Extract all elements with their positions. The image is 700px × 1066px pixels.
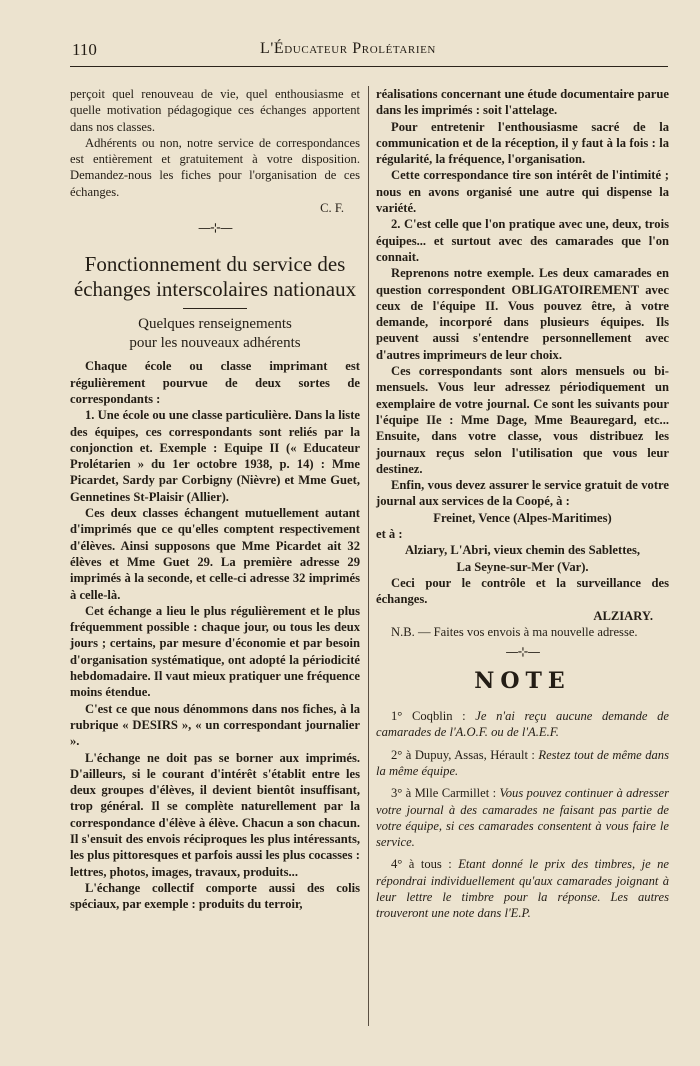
body-paragraph: Pour entretenir l'enthousiasme sacré de la communication et de la réception, il y faut à la fois : la régularité, la fréquence, l'organisation.	[376, 119, 669, 167]
note-text: Vous pouvez continuer à adresser votre journal à des camarades ne faisant pas partie de votre équipe, si ces camarades consentent à vous faire le service.	[376, 786, 670, 850]
note-item	[376, 747, 669, 780]
subtitle-line: pour les nouveaux adhérents	[129, 335, 301, 352]
address-line: Freinet, Vence (Alpes-Maritimes)	[433, 510, 612, 525]
body-paragraph: Cette correspondance tire son intérêt de l'intimité ; nous en avons organisé une autre qui dispense la variété.	[376, 168, 669, 216]
note-text: Etant donné le prix des timbres, je ne répondrai individuellement qu'aux camarades joignant à leur lettre le timbre pour la réponse. Les autres trouveront une note dans l'E.P.	[376, 857, 669, 921]
body-paragraph: 1. Une école ou une classe particulière. Dans la liste des équipes, ces correspondants sont reliés par la conjonction et. Exemple : Equipe II (« Educateur Prolétarien » du 1er octobre 1938, p. 14) : Mme Picardet, Sardy par Corbigny (Nièvre) et Mme Guet, Gennetines St-Plaisir (Allier).	[70, 408, 360, 504]
ornament-divider: —⊹—	[505, 645, 540, 661]
closing-signature: ALZIARY.	[593, 608, 653, 623]
address-line: Alziary, L'Abri, vieux chemin des Sablettes,	[404, 543, 641, 558]
address-line: La Seyne-sur-Mer (Var).	[456, 559, 589, 574]
body-paragraph: Chaque école ou classe imprimant est régulièrement pourvue de deux sortes de correspondants :	[70, 359, 360, 406]
article-subtitle	[70, 315, 360, 353]
body-paragraph: L'échange collectif comporte aussi des colis spéciaux, par exemple : produits du terroir,	[70, 880, 360, 912]
journal-title: L'Éducateur Prolétarien	[260, 40, 436, 57]
note-recipient: 4° à tous :	[391, 857, 459, 872]
column-divider	[368, 86, 369, 1026]
subtitle-line: Quelques renseignements	[138, 316, 292, 333]
body-paragraph: 2. C'est celle que l'on pratique avec une, deux, trois équipes... et surtout avec des camarades que l'on connait.	[376, 217, 669, 264]
body-paragraph	[376, 575, 669, 624]
intro-signature: C. F.	[320, 201, 344, 216]
body-paragraph: Cet échange a lieu le plus régulièrement et le plus fréquemment possible : chaque jour, ou tous les deux jours ; certains, par mesure d'économie et par besoin d'organisation systématique, ont adopté la périodicité hebdomadaire. Il vaut mieux pratiquer une fréquence moins étendue.	[70, 603, 360, 700]
note-item	[376, 708, 669, 741]
body-paragraph: Enfin, vous devez assurer le service gratuit de votre journal aux services de la Coopé, à :	[376, 478, 669, 509]
address-connector: et à :	[376, 527, 403, 542]
nb-paragraph: N.B. — Faites vos envois à ma nouvelle adresse.	[391, 624, 638, 639]
body-paragraph: Reprenons notre exemple. Les deux camarades en question correspondent OBLIGATOIREMENT avec ceux de l'équipe II. Vous pouvez être, à votre demande, incorporé dans plusieurs équipes. Ils peuvent aussi s'entendre personnellement avec d'autres imprimeurs de leur choix.	[376, 266, 669, 362]
title-rule	[183, 308, 247, 309]
body-paragraph: C'est ce que nous dénommons dans nos fiches, à la rubrique « DESIRS », « un correspondant journalier ».	[70, 701, 360, 749]
intro-paragraph	[70, 135, 360, 216]
note-recipient: 1° Coqblin :	[391, 709, 476, 724]
body-paragraph: L'échange ne doit pas se borner aux imprimés. D'ailleurs, si le courant d'intérêt s'établit entre les deux groupes d'élèves, il devient bientôt insuffisant, trop général. Il se complète naturellement par la correspondance d'élève à élève. Chacun a son chacun. Il s'ensuit des envois réciproques les plus intéressants, les plus pittoresques et parfois aussi les plus cocasses : lettres, photos, images, travaux, produits...	[70, 750, 360, 879]
body-paragraph: réalisations concernant une étude documentaire parue dans les imprimés : soit l'attelage.	[376, 87, 669, 118]
article-title: Fonctionnement du service des échanges interscolaires nationaux	[73, 252, 357, 302]
note-text: Je n'ai reçu aucune demande de camarades de l'A.O.F. ou de l'A.E.F.	[376, 709, 669, 740]
running-header	[70, 38, 670, 62]
note-item	[376, 785, 669, 850]
page-number: 110	[72, 40, 97, 59]
note-item	[376, 856, 669, 921]
header-rule	[70, 66, 668, 67]
body-paragraph: Ces deux classes échangent mutuellement autant d'imprimés que ce qu'elles comptent respectivement d'élèves. Ainsi supposons que Mme Picardet ait 32 élèves et Mme Guet 29. La première adresse 29 imprimés à la seconde, et celle-ci adresse 32 imprimés à celle-là.	[70, 506, 360, 602]
intro-text: Adhérents ou non, notre service de correspondances est entièrement et gratuitement à votre disposition. Demandez-nous les fiches pour l'organisation de ces échanges.	[70, 135, 360, 199]
note-text: Restez tout de même dans la même équipe.	[376, 747, 670, 778]
note-recipient: 2° à Dupuy, Assas, Hérault :	[391, 747, 539, 762]
ornament-divider: —⊹—	[198, 221, 232, 237]
right-column	[376, 86, 669, 928]
closing-text: Ceci pour le contrôle et la surveillance des échanges.	[376, 575, 669, 607]
intro-paragraph: perçoit quel renouveau de vie, quel enthousiasme et quelle motivation pédagogique ces échanges apportent dans nos classes.	[70, 87, 360, 134]
body-paragraph: Ces correspondants sont alors mensuels ou bi-mensuels. Vous leur adressez périodiquement un exemplaire de votre journal. Ce sont les suivants pour l'équipe IIe : Mme Dage, Mme Beauregard, etc... Ensuite, dans votre classe, vous distribuez les journaux reçus selon l'utilisation que vous leur destinez.	[376, 364, 669, 476]
note-heading: NOTE	[474, 668, 571, 695]
note-recipient: 3° à Mlle Carmillet :	[391, 786, 500, 801]
left-column	[70, 86, 360, 912]
